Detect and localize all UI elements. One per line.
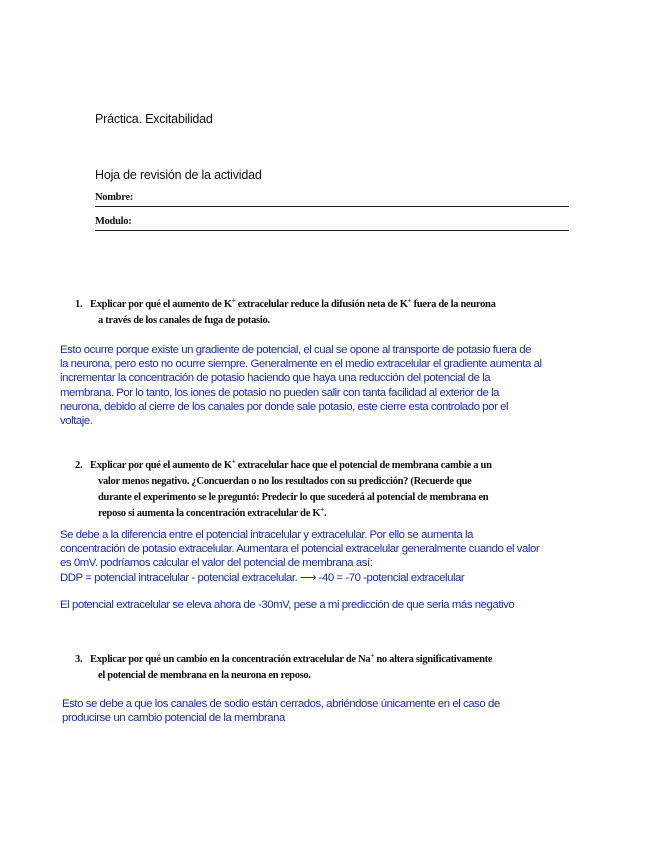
answer-2-conclusion: El potencial extracelular se eleva ahora de -30mV, pese a mi predicción de que seria más negativo — [60, 599, 515, 611]
question-2: 2. Explicar por qué el aumento de K+ extracelular hace que el potencial de membrana cambie a un valor menos negativo. ¿Concuerdan o no los resultados con su predicción? (Recuerde que durante el experimento se le preguntó: Predecir lo que sucederá al potencial de membrana en reposo si aumenta la concentración extracelular de K+. — [75, 457, 492, 519]
name-label: Nombre: — [95, 192, 133, 203]
answer-2: Se debe a la diferencia entre el potencial intracelular y extracelular. Por ello se aumenta la concentración de potasio extracelular. Aumentara el potencial extracelular generalmente cuando el valor es 0mV. podríamos calcular el valor del potencial de membrana así: DDP = potencial intracelular - potencial extracelular. ⟶ -40 = -70 -potencial extracelular — [60, 529, 540, 584]
question-1: 1. Explicar por qué el aumento de K+ extracelular reduce la difusión neta de K+ fuera de la neurona a través de los canales de fuga de potasio. — [75, 296, 496, 326]
name-line — [95, 206, 569, 207]
question-3-number: 3. — [75, 654, 83, 665]
module-line — [95, 230, 569, 231]
answer-1: Esto ocurre porque existe un gradiente de potencial, el cual se opone al transporte de potasio fuera de la neurona, pero esto no ocurre siempre. Generalmente en el medio extracelular el gradiente aumenta al incrementar la concentración de potasio haciendo que haya una reducción del potencial de la membrana. Por lo tanto, los iones de potasio no pueden salir con tanta facilidad al exterior de la neurona, debido al cierre de los canales por donde sale potasio, este cierre esta controlado por el voltaje. — [60, 344, 542, 428]
question-3: 3. Explicar por qué un cambio en la concentración extracelular de Na+ no altera significativamente el potencial de membrana en la neurona en reposo. — [75, 651, 493, 681]
question-1-number: 1. — [75, 299, 83, 310]
answer-3: Esto se debe a que los canales de sodio están cerrados, abriéndose únicamente en el caso de producirse un cambio potencial de la membrana — [62, 698, 500, 725]
page-subtitle: Hoja de revisión de la actividad — [95, 168, 262, 182]
page-title: Práctica. Excitabilidad — [95, 112, 213, 126]
module-label: Modulo: — [95, 216, 132, 227]
question-2-number: 2. — [75, 460, 83, 471]
